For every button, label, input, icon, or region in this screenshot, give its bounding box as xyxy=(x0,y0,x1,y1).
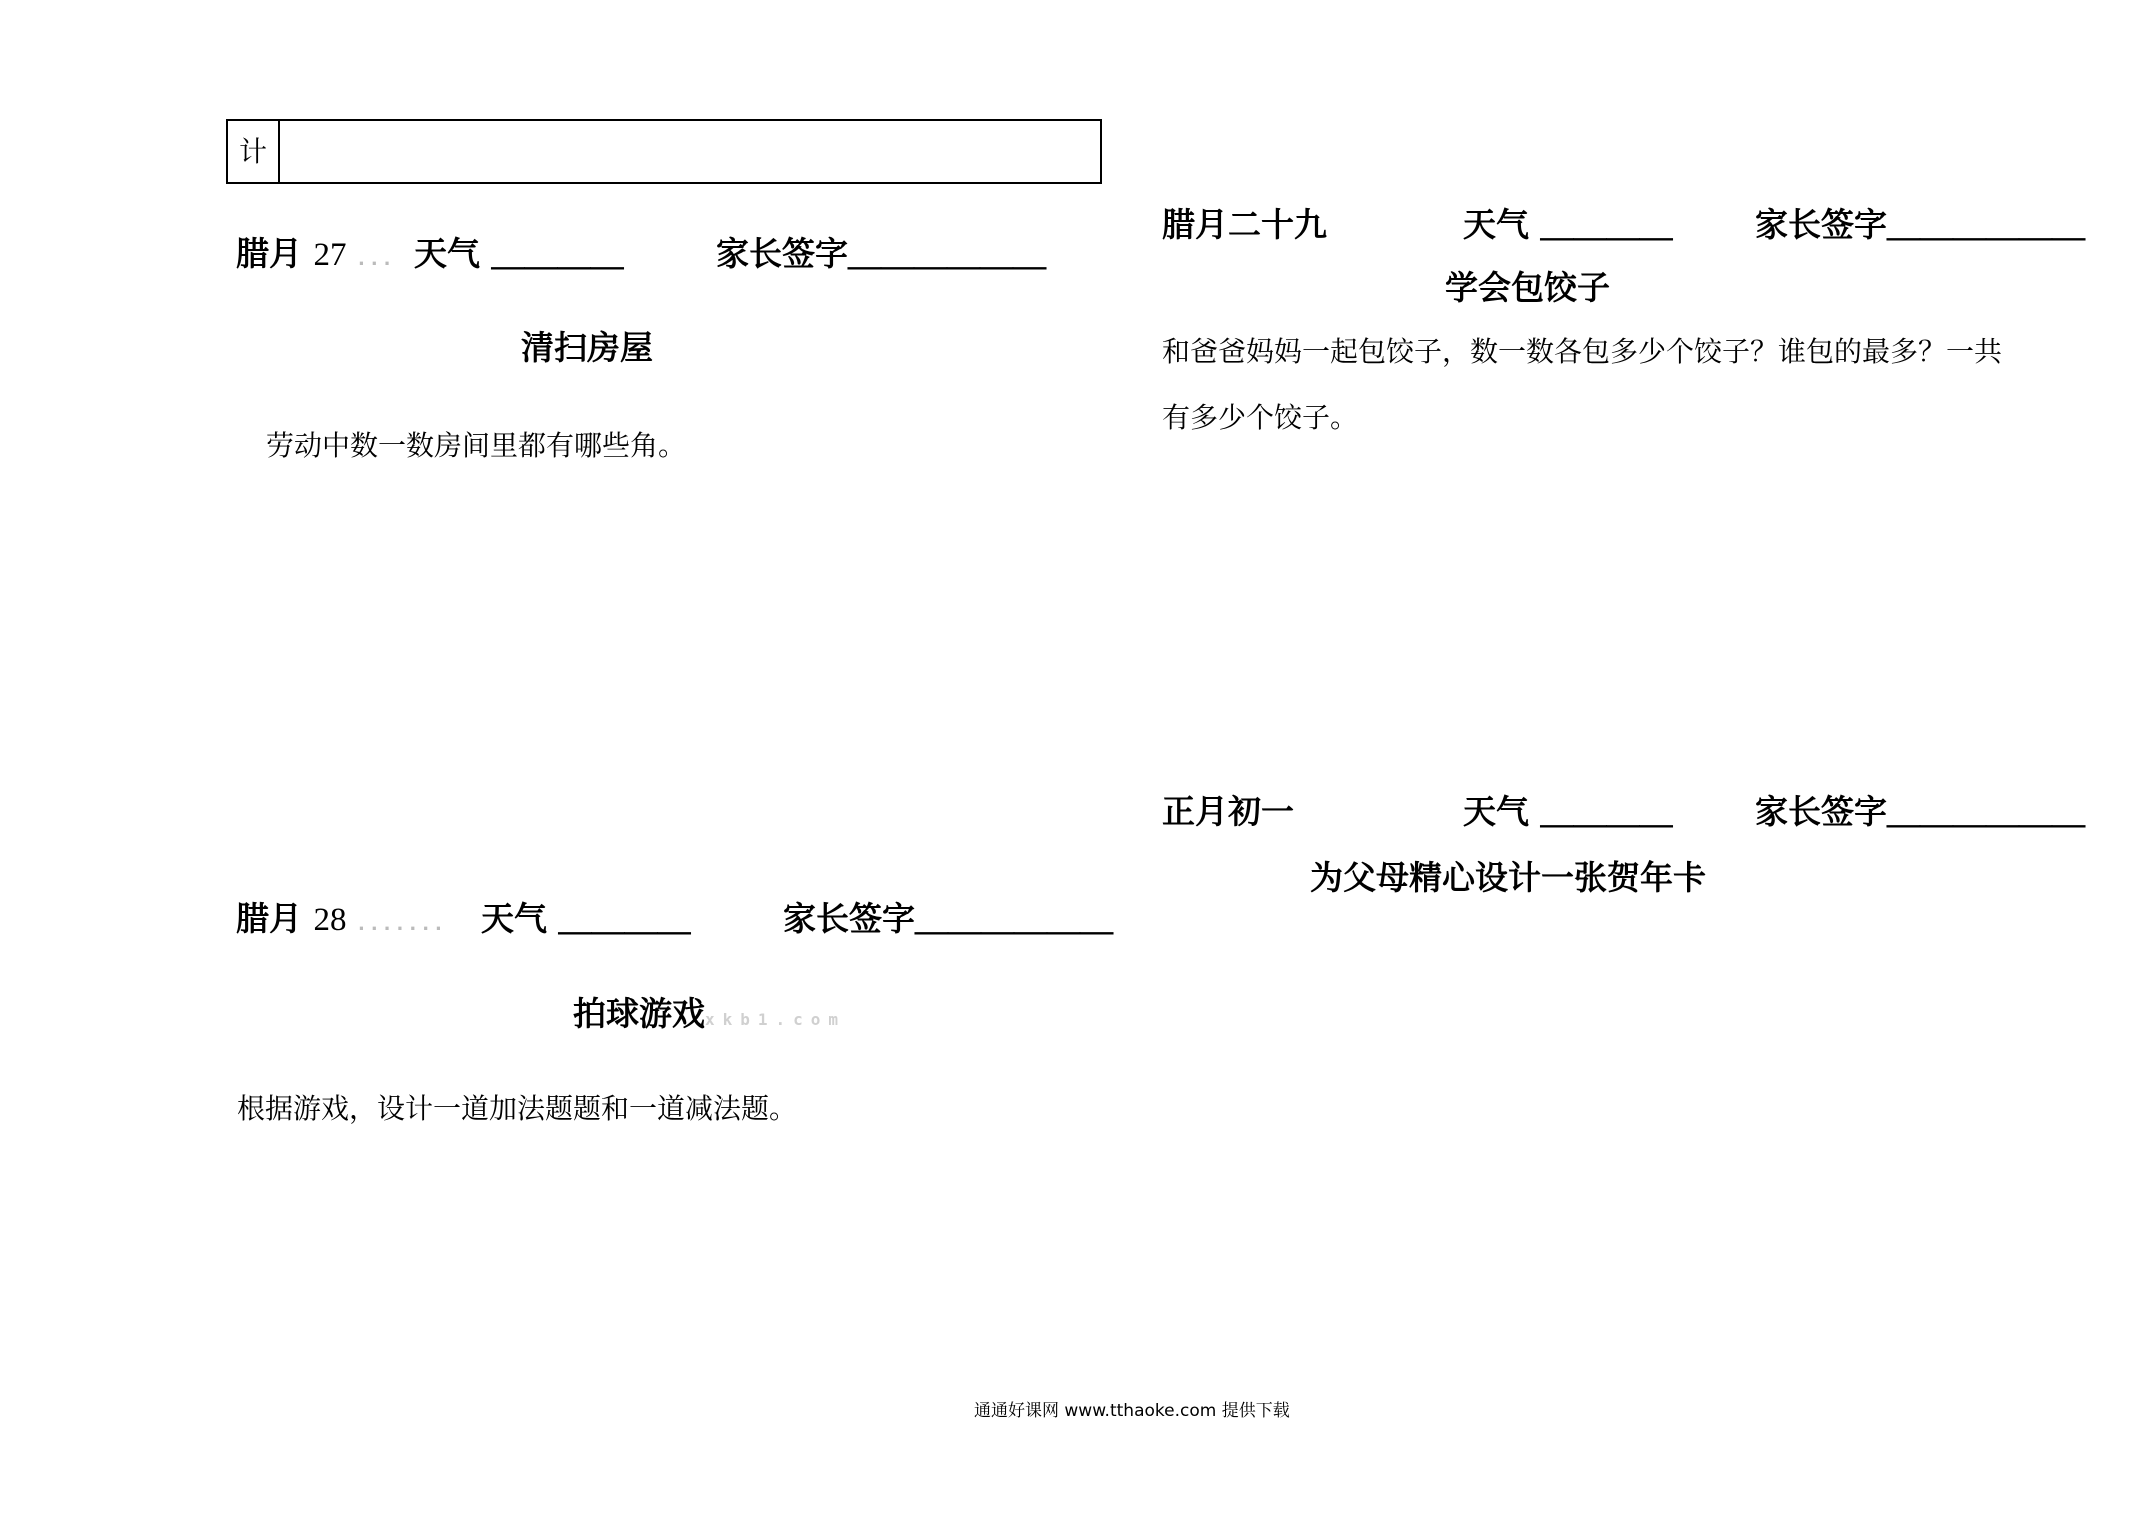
right-entry1-weather: 天气 ＿＿＿＿ xyxy=(1463,205,1673,244)
left-entry2-date-number: 28 xyxy=(313,902,347,938)
left-entry1-date-number: 27 xyxy=(313,237,347,273)
left-entry2-title-text: 拍球游戏 xyxy=(573,994,705,1033)
left-entry1-date xyxy=(236,228,397,275)
right-entry1-title: 学会包饺子 xyxy=(1445,268,1610,307)
left-entry2-title xyxy=(573,988,846,1035)
left-entry2-weather: 天气 ＿＿＿＿ xyxy=(481,899,691,938)
table-cell-label: 计 xyxy=(228,121,280,182)
right-entry2-title: 为父母精心设计一张贺年卡 xyxy=(1310,858,1706,897)
left-entry1-date-label: 腊月 xyxy=(236,234,302,273)
footer-credit: 通通好课网 www.tthaoke.com 提供下载 xyxy=(974,1401,1290,1421)
left-entry1-signature: 家长签字＿＿＿＿＿＿ xyxy=(716,234,1046,273)
right-entry1-task-line1: 和爸爸妈妈一起包饺子，数一数各包多少个饺子？谁包的最多？一共 xyxy=(1162,335,2003,368)
table-fragment xyxy=(226,119,1102,184)
right-entry2-signature: 家长签字＿＿＿＿＿＿ xyxy=(1755,792,2085,831)
left-entry1-title: 清扫房屋 xyxy=(521,328,653,367)
left-entry1-weather: 天气 ＿＿＿＿ xyxy=(414,234,624,273)
right-entry1-date: 腊月二十九 xyxy=(1162,205,1327,244)
left-entry1-dots: ... xyxy=(358,249,397,270)
watermark: xkb1.com xyxy=(705,1010,847,1029)
right-entry1-task-line2: 有多少个饺子。 xyxy=(1162,401,1359,434)
left-entry2-task: 根据游戏，设计一道加法题题和一道减法题。 xyxy=(237,1092,798,1125)
right-entry1-signature: 家长签字＿＿＿＿＿＿ xyxy=(1755,205,2085,244)
left-entry2-dots: ....... xyxy=(358,914,448,935)
left-entry2-date-label: 腊月 xyxy=(236,899,302,938)
right-entry2-weather: 天气 ＿＿＿＿ xyxy=(1463,792,1673,831)
right-entry2-date: 正月初一 xyxy=(1162,792,1294,831)
left-entry2-date xyxy=(236,893,448,940)
left-entry2-signature: 家长签字＿＿＿＿＿＿ xyxy=(783,899,1113,938)
left-entry1-task: 劳动中数一数房间里都有哪些角。 xyxy=(266,429,687,462)
